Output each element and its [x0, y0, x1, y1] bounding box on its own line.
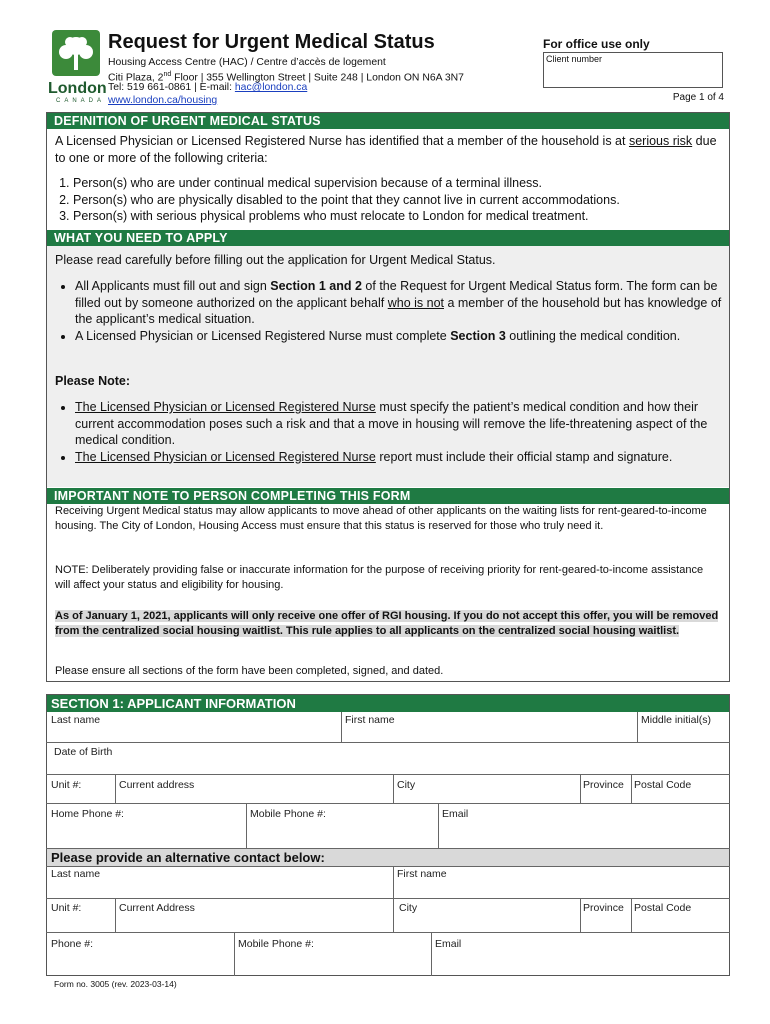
form-number: Form no. 3005 (rev. 2023-03-14) — [54, 979, 177, 989]
list-item: 3. Person(s) with serious physical problems who must relocate to London for medical treatment. — [73, 208, 738, 225]
email-link[interactable]: hac@london.ca — [234, 82, 308, 93]
note-list — [55, 399, 740, 465]
need-heading: WHAT YOU NEED TO APPLY — [47, 230, 729, 246]
current-address-field[interactable]: Current address — [119, 779, 195, 791]
city-field[interactable]: City — [397, 779, 416, 791]
definition-heading: DEFINITION OF URGENT MEDICAL STATUS — [47, 113, 729, 129]
list-item: • The Licensed Physician or Licensed Registered Nurse report must include their official stamp and signature. — [75, 449, 740, 466]
alt-address-field[interactable]: Current Address — [119, 902, 195, 914]
logo-word: London — [48, 80, 107, 97]
last-name-field[interactable]: Last name — [51, 714, 101, 726]
email-field[interactable]: Email — [442, 808, 469, 820]
important-p1: Receiving Urgent Medical status may allow applicants to move ahead of other applicants on the waiting lists for rent-geared-to-income housing. The City of London, Housing Access must ensure that this status is reserved for those who truly need it. — [55, 505, 707, 532]
city-of-london-logo — [48, 30, 107, 106]
definition-intro: A Licensed Physician or Licensed Registered Nurse has identified that a member of the household is at serious risk due to one or more of the following criteria: — [55, 134, 717, 165]
website-link[interactable]: www.london.ca/housing — [108, 95, 218, 106]
contact-line: Tel: 519 661-0861 | E-mail: hac@london.ca — [108, 82, 308, 93]
unit-field[interactable]: Unit #: — [51, 779, 82, 791]
important-heading: IMPORTANT NOTE TO PERSON COMPLETING THIS FORM — [47, 488, 729, 504]
alt-last-name-field[interactable]: Last name — [51, 868, 101, 880]
dob-field[interactable]: Date of Birth — [54, 746, 113, 758]
list-item: 1. Person(s) who are under continual medical supervision because of a terminal illness. — [73, 175, 738, 192]
list-item: • All Applicants must fill out and sign Section 1 and 2 of the Request for Urgent Medical Status form. The form can be filled out by someone authorized on the applicant behalf who is not a member of the household but has knowledge of the applicant’s medical situation. — [75, 278, 740, 328]
postal-code-field[interactable]: Postal Code — [634, 779, 692, 791]
alt-postal-field[interactable]: Postal Code — [634, 902, 692, 914]
important-p3: As of January 1, 2021, applicants will only receive one offer of RGI housing. If you do not accept this offer, you will be removed from the centralized social housing waitlist. This rule applies to all applicants on the centralized social housing waitlist. — [55, 610, 719, 637]
office-use-title: For office use only — [543, 37, 650, 51]
alt-first-name-field[interactable]: First name — [397, 868, 447, 880]
alt-mobile-field[interactable]: Mobile Phone #: — [238, 938, 314, 950]
need-intro: Please read carefully before filling out the application for Urgent Medical Status. — [55, 253, 496, 267]
list-item: • A Licensed Physician or Licensed Registered Nurse must complete Section 3 outlining the medical condition. — [75, 328, 740, 345]
important-p2: NOTE: Deliberately providing false or inaccurate information for the purpose of receiving priority for rent-geared-to-income assistance will affect your status and eligibility for housing. — [55, 564, 704, 591]
page-title: Request for Urgent Medical Status — [108, 31, 435, 53]
important-p4: Please ensure all sections of the form have been completed, signed, and dated. — [55, 665, 444, 677]
client-number-field[interactable]: Client number — [543, 52, 723, 88]
alt-city-field[interactable]: City — [399, 902, 418, 914]
list-item: 2. Person(s) who are physically disabled to the point that they cannot live in current accommodations. — [73, 192, 738, 209]
province-field[interactable]: Province — [583, 779, 624, 791]
alt-unit-field[interactable]: Unit #: — [51, 902, 82, 914]
please-note-heading: Please Note: — [55, 374, 131, 388]
org-line: Housing Access Centre (HAC) / Centre d’accès de logement — [108, 57, 386, 68]
section1-heading: SECTION 1: APPLICANT INFORMATION — [47, 695, 729, 712]
page-number: Page 1 of 4 — [672, 92, 724, 103]
mobile-phone-field[interactable]: Mobile Phone #: — [250, 808, 326, 820]
logo-sub: CANADA — [56, 98, 106, 104]
alt-phone-field[interactable]: Phone #: — [51, 938, 94, 950]
home-phone-field[interactable]: Home Phone #: — [51, 808, 124, 820]
alt-contact-heading: Please provide an alternative contact below: — [47, 849, 729, 866]
address-line: Citi Plaza, 2nd Floor | 355 Wellington Street | Suite 248 | London ON N6A 3N7 — [108, 71, 464, 84]
section1-form — [46, 694, 730, 976]
need-list — [55, 278, 740, 344]
criteria-list — [55, 175, 738, 225]
middle-initial-field[interactable]: Middle initial(s) — [641, 714, 712, 726]
alt-email-field[interactable]: Email — [435, 938, 462, 950]
alt-province-field[interactable]: Province — [583, 902, 624, 914]
list-item: • The Licensed Physician or Licensed Registered Nurse must specify the patient’s medical condition and how their current accommodation poses such a risk and that a move in housing will remove the life-threatening aspect of the medical condition. — [75, 399, 740, 449]
first-name-field[interactable]: First name — [345, 714, 395, 726]
